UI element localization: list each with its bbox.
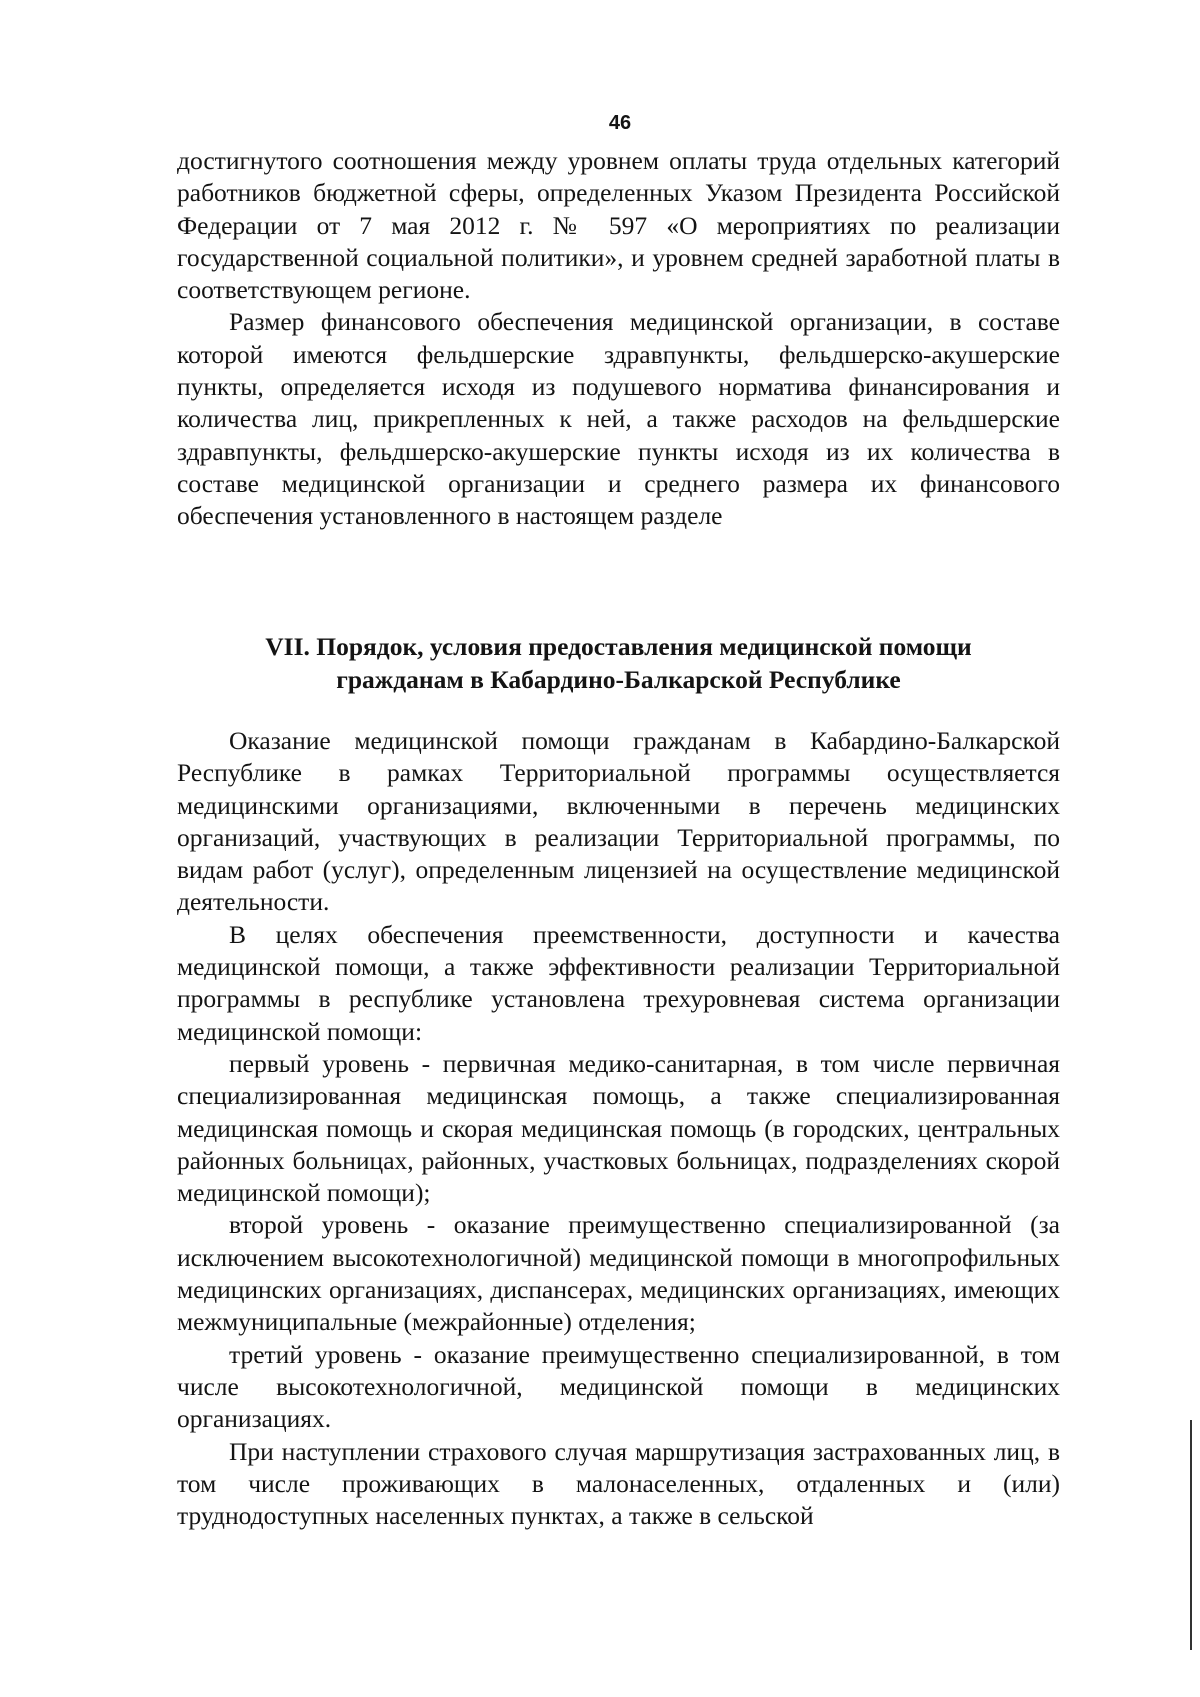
paragraph: Размер финансового обеспечения медицинской организации, в составе которой имеются фельдшерские здравпункты, фельдшерско-акушерские пункты, определяется исходя из подушевого норматива финансирования и количества лиц, прикрепленных к ней, а также расходов на фельдшерские здравпункты, фельдшерско-акушерские пункты исходя из их количества в составе медицинской организации и среднего размера их финансового обеспечения установленного в настоящем разделе — [177, 307, 1060, 531]
section-heading-line: гражданам в Кабардино-Балкарской Республике — [336, 665, 901, 694]
paragraph: В целях обеспечения преемственности, доступности и качества медицинской помощи, а также эффективности реализации Территориальной программы в республике установлена трехуровневая система организации медицинской помощи: — [177, 919, 1060, 1046]
section-heading-line: VII. Порядок, условия предоставления медицинской помощи — [265, 632, 972, 661]
section-continuation — [177, 145, 1060, 533]
paragraph: При наступлении страхового случая маршрутизация застрахованных лиц, в том числе проживающих в малонаселенных, отдаленных и (или) труднодоступных населенных пунктах, а также в сельской — [177, 1436, 1060, 1531]
page-number: 46 — [608, 112, 632, 134]
paragraph: третий уровень - оказание преимущественно специализированной, в том числе высокотехнологичной, медицинской помощи в медицинских организациях. — [177, 1339, 1060, 1434]
scan-edge-mark — [1190, 1420, 1192, 1650]
section-heading — [177, 630, 1060, 696]
paragraph: достигнутого соотношения между уровнем оплаты труда отдельных категорий работников бюджетной сферы, определенных Указом Президента Российской Федерации от 7 мая 2012 г. № 597 «О мероприятиях по реализации государственной социальной политики», и уровнем средней заработной платы в соответствующем регионе. — [177, 146, 1060, 305]
paragraph: первый уровень - первичная медико-санитарная, в том числе первичная специализированная медицинская помощь, а также специализированная медицинская помощь и скорая медицинская помощь (в городских, центральных районных больницах, районных, участковых больницах, подразделениях скорой медицинской помощи); — [177, 1048, 1060, 1208]
section-body — [177, 725, 1060, 1532]
paragraph: второй уровень - оказание преимущественно специализированной (за исключением высокотехнологичной) медицинской помощи в многопрофильных медицинских организациях, диспансерах, медицинских организациях, имеющих межмуниципальные (межрайонные) отделения; — [177, 1210, 1060, 1337]
paragraph: Оказание медицинской помощи гражданам в Кабардино-Балкарской Республике в рамках Территориальной программы осуществляется медицинскими организациями, включенными в перечень медицинских организаций, участвующих в реализации Территориальной программы, по видам работ (услуг), определенным лицензией на осуществление медицинской деятельности. — [177, 726, 1060, 917]
